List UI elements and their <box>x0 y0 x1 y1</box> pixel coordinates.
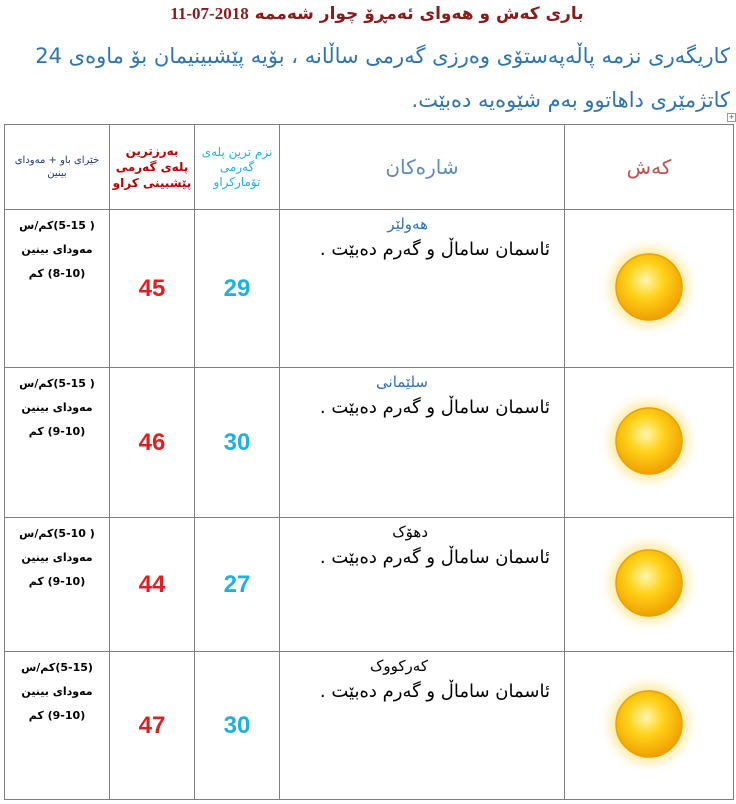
visibility-range: (9-10) کم <box>28 575 86 588</box>
weather-condition: ئاسمان ساماڵ و گەرم دەبێت . <box>319 547 550 568</box>
max-temp: 44 <box>110 518 195 652</box>
sun-icon <box>597 389 701 493</box>
column-header-min: نزم ترین پلەی گەرمی تۆمارکراو <box>195 125 280 210</box>
city-name: سلێمانی <box>376 373 428 391</box>
city-cell <box>280 368 565 518</box>
wind-speed: ( 5-15)کم/س <box>19 377 95 390</box>
page-header <box>0 0 736 120</box>
visibility-range: (9-10) کم <box>28 425 86 438</box>
visibility-label: مەودای بینین <box>21 401 93 414</box>
column-header-weather: کەش <box>565 125 734 210</box>
title-text: باری کەش و هەوای ئەمڕۆ چوار شەممە <box>254 4 584 24</box>
table-move-handle[interactable]: + <box>728 113 735 121</box>
wind-visibility-cell <box>5 518 110 652</box>
weather-condition: ئاسمان ساماڵ و گەرم دەبێت . <box>319 397 550 418</box>
weather-icon-cell <box>565 652 734 800</box>
visibility-label: مەودای بینین <box>21 243 93 256</box>
visibility-label: مەودای بینین <box>21 551 93 564</box>
column-header-city: شارەکان <box>280 125 565 210</box>
sun-icon <box>597 531 701 635</box>
wind-speed: ( 5-10)کم/س <box>19 527 95 540</box>
table-header-row <box>5 125 734 210</box>
weather-icon-cell <box>565 210 734 368</box>
table-row <box>5 210 734 368</box>
weather-condition: ئاسمان ساماڵ و گەرم دەبێت . <box>319 681 550 702</box>
max-temp: 47 <box>110 652 195 800</box>
min-temp: 30 <box>195 652 280 800</box>
forecast-table <box>4 124 734 800</box>
city-name: هەولێر <box>387 215 428 233</box>
forecast-date: 2018-07-11 <box>170 4 249 23</box>
sun-icon <box>597 235 701 339</box>
wind-visibility-cell <box>5 368 110 518</box>
weather-icon-cell <box>565 368 734 518</box>
sun-icon <box>597 672 701 776</box>
wind-speed: ( 5-15)کم/س <box>19 219 95 232</box>
forecast-intro: کاریگەری نزمە پاڵەپەستۆی وەرزی گەرمی ساڵانە ، بۆیە پێشبینیمان بۆ ماوەی 24 کاتژمێری داهاتوو بەم شێوەیە دەبێت. <box>35 44 730 112</box>
city-cell <box>280 518 565 652</box>
visibility-range: (9-10) کم <box>28 709 86 722</box>
min-temp: 30 <box>195 368 280 518</box>
city-name: کەرکووک <box>370 657 428 675</box>
wind-visibility-cell <box>5 652 110 800</box>
page-title <box>0 4 736 24</box>
table-row <box>5 368 734 518</box>
column-header-max: بەرزترین پلەی گەرمی پێشبینی کراو <box>110 125 195 210</box>
city-cell <box>280 210 565 368</box>
max-temp: 46 <box>110 368 195 518</box>
visibility-label: مەودای بینین <box>21 685 93 698</box>
min-temp: 27 <box>195 518 280 652</box>
table-row <box>5 518 734 652</box>
city-name: دهۆک <box>392 523 428 541</box>
wind-visibility-cell <box>5 210 110 368</box>
weather-condition: ئاسمان ساماڵ و گەرم دەبێت . <box>319 239 550 260</box>
visibility-range: (8-10) کم <box>28 267 86 280</box>
weather-icon-cell <box>565 518 734 652</box>
min-temp: 29 <box>195 210 280 368</box>
column-header-wind: خێرای باو + مەودای بینین <box>5 125 110 210</box>
city-cell <box>280 652 565 800</box>
max-temp: 45 <box>110 210 195 368</box>
wind-speed: (5-15)کم/س <box>21 661 93 674</box>
table-row <box>5 652 734 800</box>
